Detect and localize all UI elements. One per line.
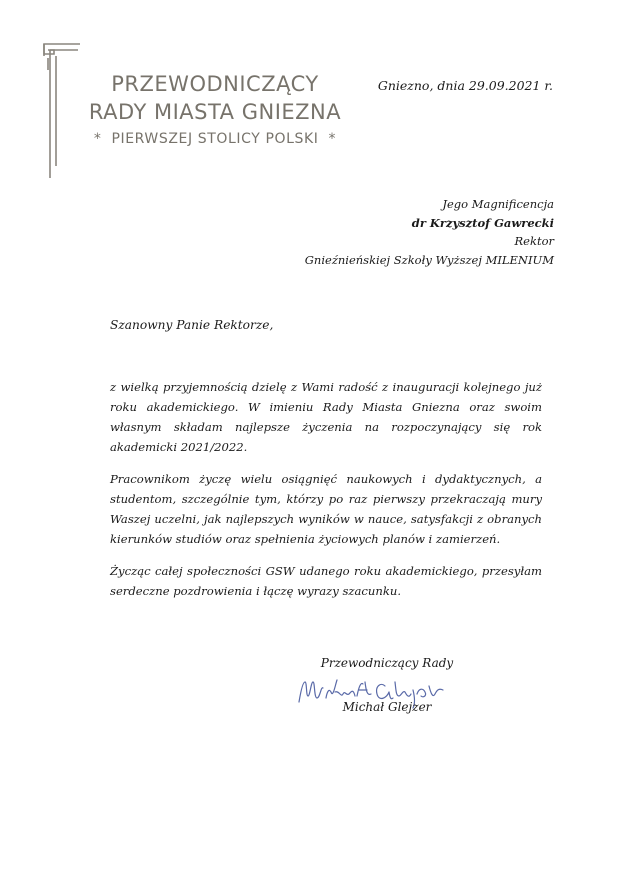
letterhead-council: RADY MIASTA GNIEZNA — [88, 100, 342, 124]
addressee-honorific: Jego Magnificencja — [442, 197, 554, 211]
salutation: Szanowny Panie Rektorze, — [110, 318, 274, 332]
letter-body — [110, 377, 542, 613]
addressee-position: Rektor — [514, 234, 554, 248]
body-paragraph-2: Pracownikom życzę wielu osiągnięć naukowych i dydaktycznych, a studentom, szczególnie tym, którzy po raz pierwszy przekraczają mury Waszej uczelni, jak najlepszych wyników w nauce, satysfakcji z obranych kierunków studiów oraz spełnienia życiowych planów i zamierzeń. — [110, 472, 542, 546]
signature-block — [292, 653, 482, 717]
addressee-block — [305, 195, 554, 269]
addressee-institution: Gnieźnieńskiej Szkoły Wyższej MILENIUM — [304, 252, 554, 267]
letterhead-subtitle — [60, 130, 370, 148]
body-paragraph-3: Życząc całej społeczności GSW udanego roku akademickiego, przesyłam serdeczne pozdrowienia i łączę wyrazy szacunku. — [110, 564, 542, 598]
star-icon: * — [93, 131, 102, 147]
letterhead-subtitle-text: PIERWSZEJ STOLICY POLSKI — [111, 131, 319, 147]
addressee-name: dr Krzysztof Gawrecki — [411, 215, 554, 230]
signature-title: Przewodniczący Rady — [320, 656, 454, 670]
star-icon: * — [328, 131, 337, 147]
body-paragraph-1: z wielką przyjemnością dzielę z Wami radość z inauguracji kolejnego już roku akademickiego. W imieniu Rady Miasta Gniezna oraz swoim własnym składam najlepsze życzenia na rozpoczynający się rok akademicki 2021/2022. — [110, 380, 542, 454]
letterhead — [60, 72, 370, 148]
letter-date: Gniezno, dnia 29.09.2021 r. — [377, 78, 553, 93]
letterhead-title: PRZEWODNICZĄCY — [111, 72, 319, 96]
signature-name: Michał Glejzer — [342, 700, 432, 714]
